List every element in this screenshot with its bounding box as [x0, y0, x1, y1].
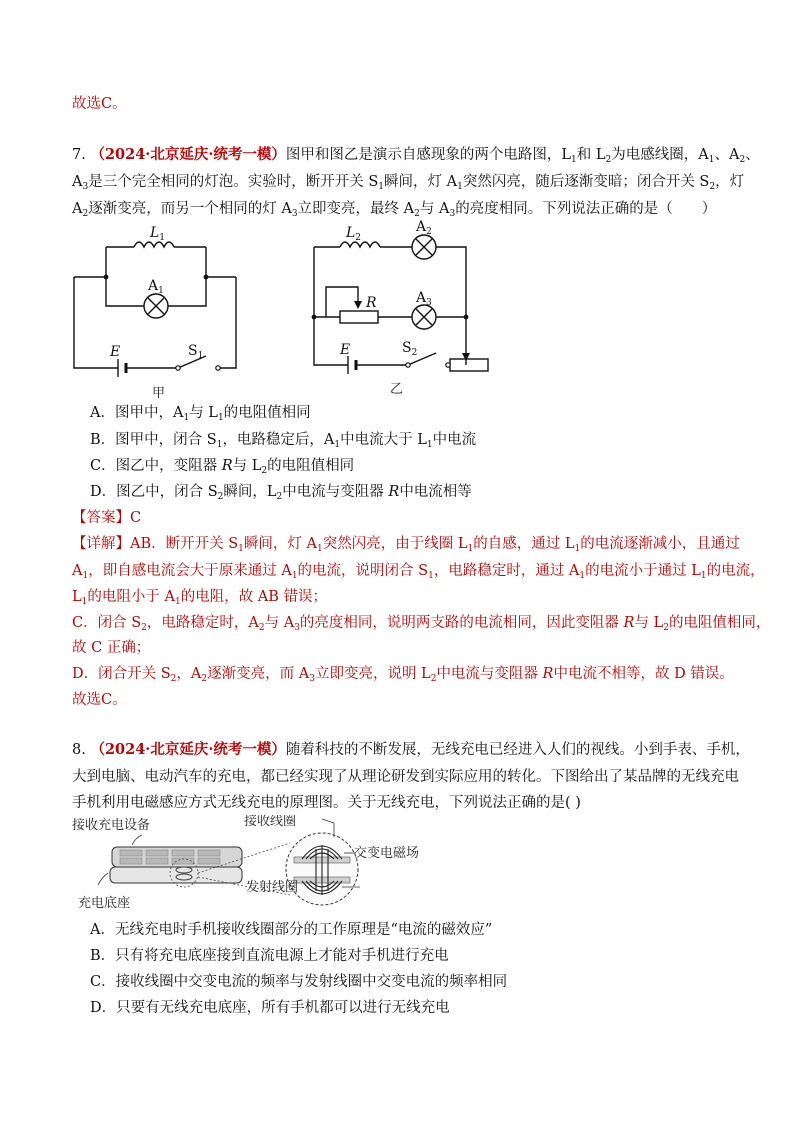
yi-coil-label: $L_2$	[346, 225, 362, 243]
q8-source: （2024·北京延庆·统考一模）	[90, 741, 286, 758]
q7-detail-line-1: 【详解】AB．断开开关 $S_1$瞬间，灯 $A_1$突然闪亮，由于线圈 $L_1$的自感，通过 $L_1$的电流逐渐减小，且通过	[72, 536, 740, 554]
q7-stem-line-3: $A_2$逐渐变亮，而另一个相同的灯 $A_3$立即变亮，最终 $A_2$与 $A_3$的亮度相同。下列说法正确的是（ ）	[72, 201, 717, 219]
label-transmitter-coil: 发射线圈	[246, 880, 299, 895]
previous-conclusion: 故选C。	[72, 96, 127, 112]
jia-lamp-label: $A_1$	[148, 278, 164, 296]
q7-source: （2024·北京延庆·统考一模）	[90, 146, 286, 163]
yi-caption: 乙	[390, 382, 404, 397]
label-charging-base: 充电底座	[78, 896, 131, 911]
q7-detail-line-6: D．闭合开关 $S_2$，$A_2$逐渐变亮，而 $A_3$立即变亮，说明 $L_2$中电流与变阻器 R中电流不相等，故 D 错误。	[72, 666, 734, 684]
label-receiver-coil: 接收线圈	[244, 815, 297, 829]
q7-option-d: D．图乙中，闭合 $S_2$瞬间，$L_2$中电流与变阻器 R中电流相等	[90, 484, 472, 502]
q8-number: 8.	[72, 742, 86, 758]
q8-option-a: A．无线充电时手机接收线圈部分的工作原理是“电流的磁效应”	[90, 922, 493, 938]
q8-option-d: D．只要有无线充电底座，所有手机都可以进行无线充电	[90, 1000, 450, 1016]
yi-lamp2-label: $A_2$	[416, 219, 432, 237]
q7-detail-line-2: $A_1$，即自感电流会大于原来通过 $A_1$的电流，说明闭合 $S_1$，电路稳定时，通过 $A_1$的电流小于通过 $L_1$的电流，	[72, 563, 765, 581]
q7-detail-line-5: 故 C 正确；	[72, 640, 151, 656]
q8-option-b: B．只有将充电底座接到直流电源上才能对手机进行充电	[90, 948, 449, 964]
q7-answer: 【答案】C	[72, 510, 142, 526]
q7-number: 7.	[72, 147, 86, 163]
jia-coil-label: $L_1$	[150, 225, 166, 243]
q7-detail-line-3: $L_1$的电阻小于 $A_1$的电阻，故 AB 错误；	[72, 589, 328, 607]
jia-battery-label: E	[110, 344, 121, 360]
yi-switch-label: $S_2$	[402, 340, 418, 358]
q7-option-a: A．图甲中，$A_1$与 $L_1$的电阻值相同	[90, 405, 311, 423]
q7-detail-conclusion: 故选C。	[72, 692, 127, 708]
q8-option-c: C．接收线圈中交变电流的频率与发射线圈中交变电流的频率相同	[90, 974, 508, 990]
q7-option-c: C．图乙中，变阻器 R与 $L_2$的电阻值相同	[90, 458, 355, 476]
jia-caption: 甲	[152, 386, 166, 401]
label-alternating-field: 交变电磁场	[354, 846, 420, 861]
label-receiver-device: 接收充电设备	[72, 818, 151, 833]
yi-lamp3-label: $A_3$	[416, 290, 432, 308]
q8-stem-line-3: 手机利用电磁感应方式无线充电的原理图。关于无线充电，下列说法正确的是( )	[72, 795, 581, 811]
q8-stem-line-1: 8. （2024·北京延庆·统考一模）随着科技的不断发展，无线充电已经进入人们的视线。小到手表、手机，	[72, 741, 750, 758]
q8-stem-line-2: 大到电脑、电动汽车的充电，都已经实现了从理论研发到实际应用的转化。下图给出了某品牌的无线充电	[72, 769, 739, 785]
q7-option-b: B．图甲中，闭合 $S_1$，电路稳定后，$A_1$中电流大于 $L_1$中电流	[90, 432, 477, 450]
circuit-diagram-jia	[66, 222, 246, 402]
wireless-charging-diagram	[72, 815, 432, 915]
q7-stem-line-2: $A_3$是三个完全相同的灯泡。实验时，断开开关 $S_1$瞬间，灯 $A_1$突然闪亮，随后逐渐变暗；闭合开关 $S_2$，灯	[72, 174, 745, 192]
q7-detail-line-4: C．闭合 $S_2$，电路稳定时，$A_2$与 $A_3$的亮度相同，说明两支路的电流相同，因此变阻器 R与 $L_2$的电阻值相同，	[72, 615, 771, 633]
yi-battery-label: E	[340, 342, 351, 358]
circuit-diagram-yi	[300, 215, 520, 400]
q7-stem-line-1: 7. （2024·北京延庆·统考一模）图甲和图乙是演示自感现象的两个电路图，$L_1$和 $L_2$为电感线圈，$A_1$、$A_2$、	[72, 146, 760, 165]
yi-rheostat-label: R	[366, 295, 377, 311]
jia-switch-label: $S_1$	[188, 343, 204, 361]
